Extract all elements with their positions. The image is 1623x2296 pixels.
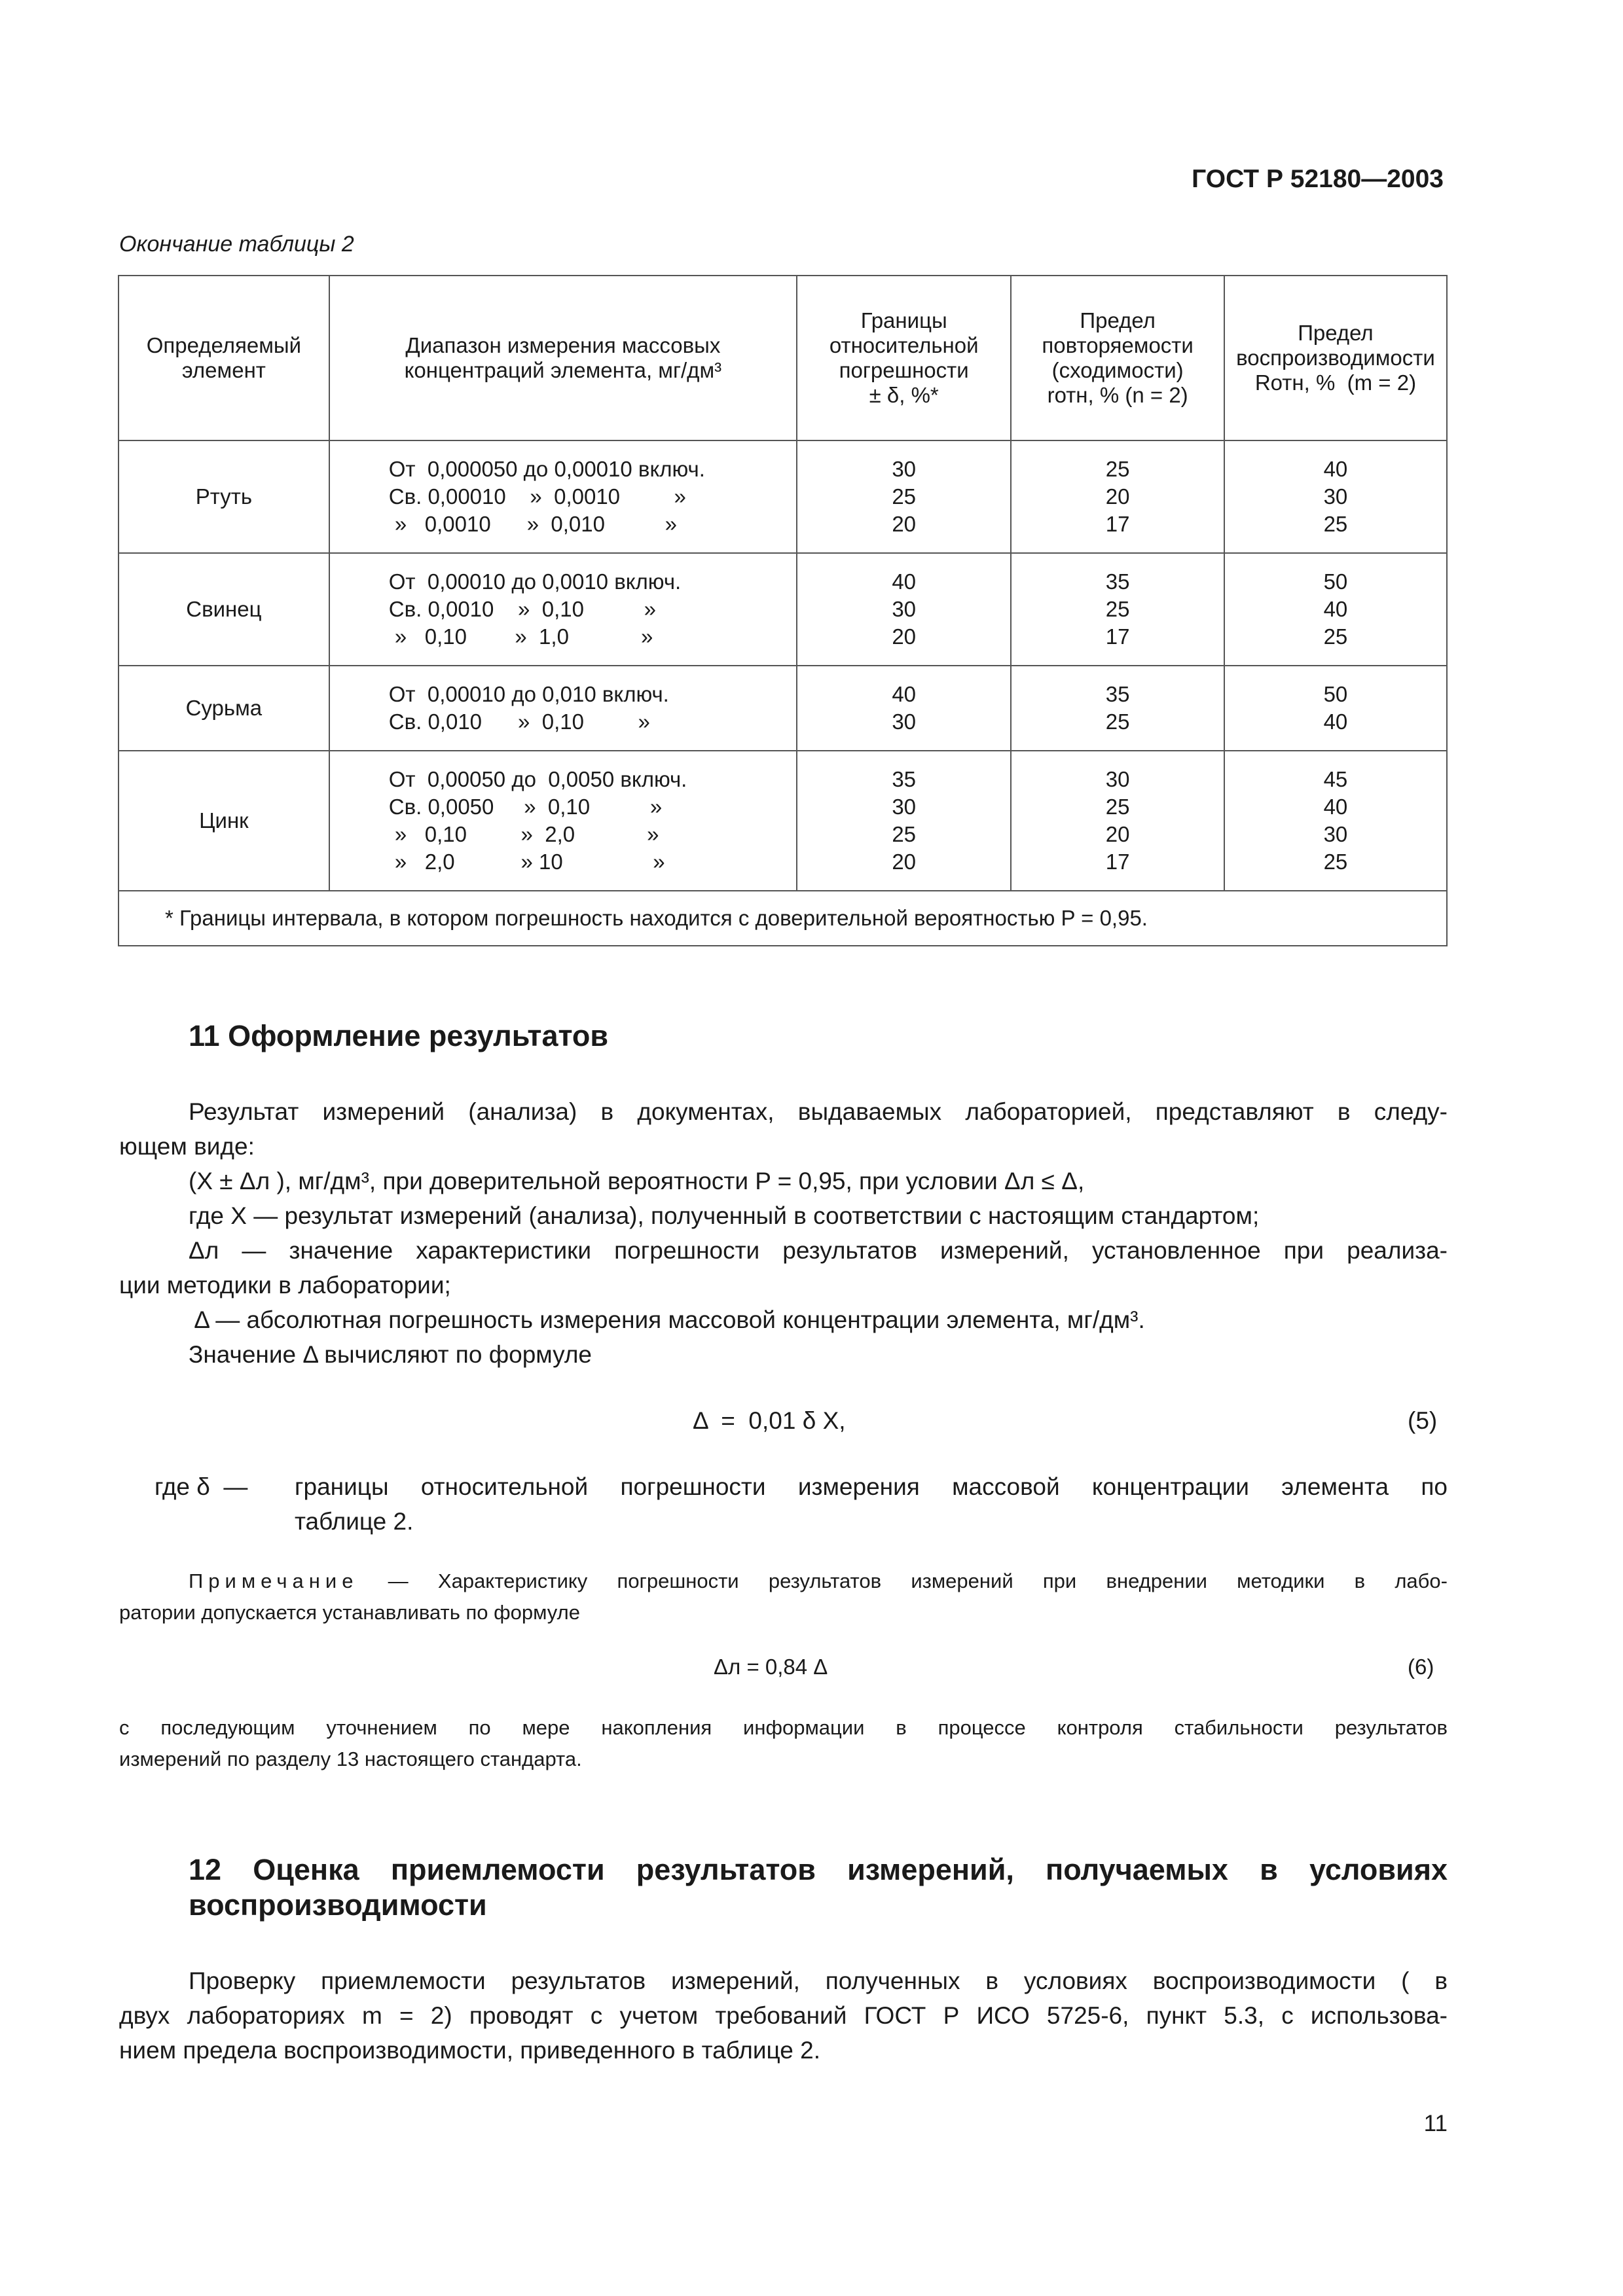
section-12-heading-line-1: 12 Оценка приемлемости результатов измерений, получаемых в условиях — [189, 1853, 1448, 1886]
header-line: Rотн, % (m = 2) — [1254, 370, 1417, 395]
column-header-reproducibility — [1224, 276, 1447, 440]
section-11-delta-definition: Δ — абсолютная погрешность измерения массовой концентрации элемента, мг/дм³. — [189, 1306, 1145, 1333]
range-line: Св. 0,0010 » 0,10 » — [388, 597, 657, 621]
table-caption: Окончание таблицы 2 — [119, 232, 354, 257]
value: 30 — [1323, 484, 1348, 509]
value: 25 — [1323, 512, 1348, 536]
value: 50 — [1323, 569, 1348, 594]
section-11-result-form: (X ± Δл ), мг/дм³, при доверительной вероятности P = 0,95, при условии Δл ≤ Δ, — [189, 1168, 1085, 1194]
range-line: Св. 0,00010 » 0,0010 » — [388, 484, 686, 509]
value: 25 — [1105, 795, 1130, 819]
value: 30 — [892, 795, 917, 819]
value: 17 — [1105, 624, 1130, 649]
range-line: » 0,10 » 2,0 » — [388, 822, 659, 846]
header-line: концентраций элемента, мг/дм³ — [404, 358, 722, 382]
section-12-paragraph-line-3: нием предела воспроизводимости, приведенного в таблице 2. — [119, 2037, 821, 2064]
cell-range — [329, 440, 797, 553]
header-line: повторяемости — [1042, 333, 1194, 357]
table-row — [119, 666, 1447, 751]
cell-reproducibility — [1224, 553, 1447, 666]
note-line-1 — [189, 1566, 1448, 1597]
section-12-paragraph-line-1: Проверку приемлемости результатов измерений, полученных в условиях воспроизводимости ( в — [189, 1967, 1448, 1994]
table-row — [119, 440, 1447, 553]
column-header-element — [119, 276, 329, 440]
column-header-range — [329, 276, 797, 440]
cell-reproducibility — [1224, 440, 1447, 553]
table-footnote: * Границы интервала, в котором погрешность находится с доверительной вероятностью P = 0,95. — [119, 891, 1447, 946]
header-line: rотн, % (n = 2) — [1047, 383, 1188, 407]
section-11-formula-intro: Значение Δ вычисляют по формуле — [189, 1341, 592, 1368]
header-line: Диапазон измерения массовых — [405, 333, 721, 357]
cell-delta — [797, 553, 1011, 666]
value: 25 — [1323, 624, 1348, 649]
value: 25 — [1105, 597, 1130, 621]
column-header-error-bounds — [797, 276, 1011, 440]
section-11-where-x: где X — результат измерений (анализа), полученный в соответствии с настоящим стандартом; — [189, 1202, 1260, 1229]
value: 20 — [892, 850, 917, 874]
value: 30 — [1323, 822, 1348, 846]
note-label: Примечание — [189, 1570, 359, 1592]
value: 35 — [1105, 682, 1130, 706]
header-line: (сходимости) — [1051, 358, 1184, 382]
range-line: От 0,00010 до 0,010 включ. — [388, 682, 669, 706]
value: 17 — [1105, 850, 1130, 874]
value: 35 — [1105, 569, 1130, 594]
range-line: Св. 0,010 » 0,10 » — [388, 709, 650, 734]
value: 40 — [892, 569, 917, 594]
value: 25 — [1105, 709, 1130, 734]
value: 25 — [1323, 850, 1348, 874]
note-continuation-line-2: измерений по разделу 13 настоящего стандарта. — [119, 1748, 582, 1770]
range-line: От 0,000050 до 0,00010 включ. — [388, 457, 705, 481]
cell-element: Цинк — [119, 751, 329, 891]
measurement-table — [118, 275, 1448, 946]
header-line: элемент — [181, 358, 266, 382]
section-12-paragraph-line-2: двух лабораториях m = 2) проводят с учетом требований ГОСТ Р ИСО 5725-6, пункт 5.3, с использова- — [119, 2002, 1448, 2029]
value: 45 — [1323, 767, 1348, 791]
header-line: Предел — [1080, 308, 1156, 332]
range-line: От 0,00010 до 0,0010 включ. — [388, 569, 682, 594]
cell-delta — [797, 751, 1011, 891]
value: 30 — [1105, 767, 1130, 791]
table-row — [119, 553, 1447, 666]
cell-element: Свинец — [119, 553, 329, 666]
header-line: относительной — [829, 333, 979, 357]
where-delta-text-line-2: таблице 2. — [295, 1508, 414, 1535]
cell-repeatability — [1011, 553, 1224, 666]
section-11-paragraph-1-line-2: ющем виде: — [119, 1133, 255, 1160]
cell-repeatability — [1011, 666, 1224, 751]
value: 17 — [1105, 512, 1130, 536]
range-line: » 2,0 » 10 » — [388, 850, 665, 874]
section-12-heading-line-2: воспроизводимости — [189, 1888, 487, 1922]
value: 50 — [1323, 682, 1348, 706]
formula-6: Δл = 0,84 Δ — [714, 1655, 828, 1679]
value: 40 — [892, 682, 917, 706]
value: 25 — [1105, 457, 1130, 481]
section-11-delta-l-line-1: Δл — значение характеристики погрешности результатов измерений, установленное при реализа- — [189, 1237, 1448, 1264]
cell-element: Ртуть — [119, 440, 329, 553]
cell-reproducibility — [1224, 751, 1447, 891]
cell-range — [329, 553, 797, 666]
value: 25 — [892, 484, 917, 509]
document-standard-number: ГОСТ Р 52180—2003 — [1192, 165, 1444, 193]
range-line: Св. 0,0050 » 0,10 » — [388, 795, 663, 819]
cell-range — [329, 751, 797, 891]
value: 40 — [1323, 597, 1348, 621]
column-header-repeatability — [1011, 276, 1224, 440]
table-row — [119, 751, 1447, 891]
section-11-heading: 11 Оформление результатов — [189, 1019, 609, 1052]
section-11-delta-l-line-2: ции методики в лаборатории; — [119, 1272, 451, 1299]
value: 25 — [892, 822, 917, 846]
header-line: погрешности — [839, 358, 969, 382]
header-line: воспроизводимости — [1236, 346, 1435, 370]
page-number: 11 — [1423, 2111, 1448, 2136]
header-line: Границы — [860, 308, 947, 332]
table-header-row — [119, 276, 1447, 440]
value: 40 — [1323, 457, 1348, 481]
formula-5-number: (5) — [1408, 1407, 1438, 1434]
value: 20 — [892, 624, 917, 649]
cell-repeatability — [1011, 751, 1224, 891]
table-footnote-row — [119, 891, 1447, 946]
header-line: ± δ, %* — [869, 383, 939, 407]
note-continuation-line-1: с последующим уточнением по мере накопления информации в процессе контроля стабильности результатов — [119, 1716, 1448, 1739]
range-line: От 0,00050 до 0,0050 включ. — [388, 767, 687, 791]
value: 40 — [1323, 795, 1348, 819]
value: 30 — [892, 709, 917, 734]
value: 40 — [1323, 709, 1348, 734]
cell-delta — [797, 666, 1011, 751]
range-line: » 0,0010 » 0,010 » — [388, 512, 678, 536]
section-11-paragraph-1-line-1: Результат измерений (анализа) в документах, выдаваемых лабораторией, представляют в следу- — [189, 1098, 1448, 1125]
value: 20 — [892, 512, 917, 536]
cell-reproducibility — [1224, 666, 1447, 751]
where-delta-text-line-1: границы относительной погрешности измерения массовой концентрации элемента по — [295, 1473, 1448, 1500]
cell-range — [329, 666, 797, 751]
formula-6-number: (6) — [1408, 1655, 1434, 1679]
value: 20 — [1105, 484, 1130, 509]
range-line: » 0,10 » 1,0 » — [388, 624, 653, 649]
value: 30 — [892, 597, 917, 621]
value: 35 — [892, 767, 917, 791]
header-line: Предел — [1298, 321, 1374, 345]
cell-element: Сурьма — [119, 666, 329, 751]
cell-delta — [797, 440, 1011, 553]
value: 20 — [1105, 822, 1130, 846]
formula-5: Δ = 0,01 δ X, — [693, 1407, 846, 1434]
where-delta-label: где δ — — [155, 1473, 248, 1500]
value: 30 — [892, 457, 917, 481]
note-line-2: ратории допускается устанавливать по формуле — [119, 1601, 580, 1624]
note-text: — Характеристику погрешности результатов измерений при внедрении методики в лабо- — [358, 1570, 1448, 1592]
header-line: Определяемый — [146, 333, 302, 357]
cell-repeatability — [1011, 440, 1224, 553]
